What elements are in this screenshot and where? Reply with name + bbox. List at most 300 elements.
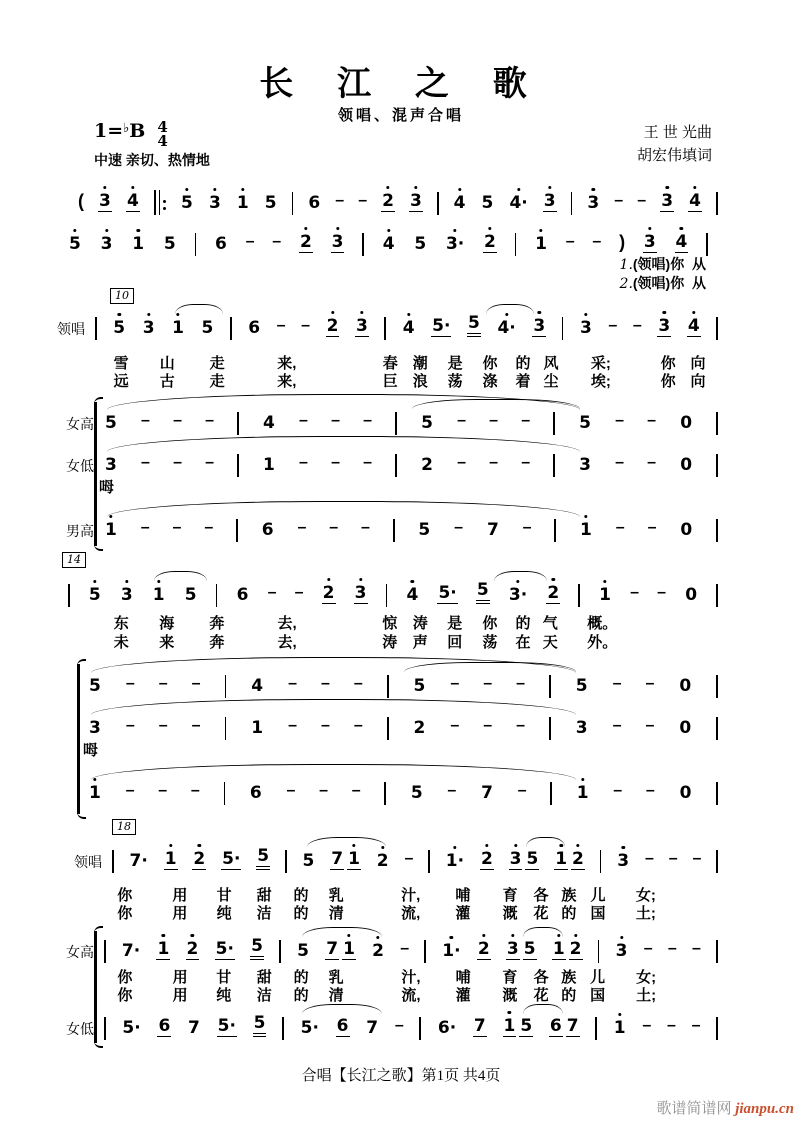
note [410,785,424,805]
note [100,236,114,256]
note [409,193,423,215]
note [413,720,427,740]
dash-note: – [691,1017,701,1034]
note-digit: 5 [575,676,588,696]
watermark-domain-link[interactable]: jianpu.cn [735,1101,794,1117]
part-label-lead-m10: 领唱 [57,321,85,337]
note-digit: 5 [163,234,176,254]
note [88,785,102,805]
note [476,582,490,607]
barline [515,233,517,256]
part-label-soprano-1: 女高 [66,416,94,432]
dash-note: – [637,192,647,209]
note [104,457,118,477]
dash-note: – [457,454,466,471]
note-digit: 2 [326,316,339,336]
barline [225,717,227,740]
barline [716,412,718,435]
lyric-char: 回 [447,634,463,651]
note [371,943,385,963]
music-system-soprano-1 [104,405,718,435]
lyric-char: 土; [635,905,656,922]
note-digit: 1 [152,585,165,605]
barline [279,940,281,963]
music-system-lead-m10 [95,310,718,340]
dash-note: – [125,717,135,734]
note-digit: 7 [326,939,339,959]
dash-note: – [191,675,201,692]
dash-note: – [267,584,277,601]
note [331,234,345,256]
lyric-char: 甘 [216,887,232,904]
note-digit: 0 [680,413,693,433]
note [473,1018,487,1040]
dash-note: – [613,782,623,799]
lyric-char: 来, [277,373,297,390]
octave-dot [592,188,595,191]
note [296,943,310,963]
note [307,195,321,215]
lyric-char: 去, [277,615,297,632]
lyric-char: 甘 [216,969,232,986]
lyric-char: 尘 [543,373,559,390]
lyric-char: 灌 [455,905,471,922]
octave-dot [73,229,76,232]
barline [716,192,718,215]
lyric-row-lead-m14-2 [68,631,718,649]
note-digit: 3 [120,585,133,605]
octave-dot [622,846,625,849]
note [261,522,275,542]
repeat-thin-bar [159,190,160,215]
barline [437,192,439,215]
barline [424,940,426,963]
lyric-char: 你 [482,355,498,372]
note [121,943,141,963]
note-digit: 2 [480,849,493,869]
note [121,1020,141,1040]
note-digit: 1 [263,455,275,475]
dash-note: – [173,412,182,429]
note [477,941,491,963]
octave-dot [191,934,194,937]
note-digit: 4· [497,318,516,338]
lyric-char: 育 [502,887,518,904]
dash-note: – [643,940,653,957]
lyric-char: 东 [113,615,129,632]
note [437,1020,457,1040]
credits [637,122,712,167]
dash-note: – [245,233,255,250]
dash-note: – [358,192,368,209]
note [679,785,693,805]
note [112,320,126,340]
barline [387,675,389,698]
note-digit: 5 [69,234,81,254]
lyric-char: 乳 [328,969,344,986]
note-digit: 7 [188,1018,200,1038]
repeat-thick-bar [154,190,157,215]
octave-dot [241,188,244,191]
dash-note: – [141,454,150,471]
lyric-char: 洁 [256,987,272,1004]
note-digit: 6 [158,1016,171,1036]
dash-note: – [331,412,340,429]
dash-note: – [158,782,168,799]
lyricist-credit: 胡宏伟填词 [636,146,712,164]
octave-dot [618,1013,621,1016]
note-digit: 3 [208,193,221,213]
note [381,193,395,215]
note-digit: 5 [410,783,423,803]
tie-slur [307,837,386,847]
note [678,720,692,740]
octave-dot [136,229,139,232]
note [262,415,276,435]
note-digit: 1 [172,318,184,338]
barline [384,317,386,340]
note [215,941,235,963]
lyric-char: 涤 [482,373,498,390]
note-digit: 5· [300,1018,319,1038]
measure-number: 18 [112,819,136,835]
dash-note: – [140,519,150,536]
tie-slur [494,571,547,581]
dash-note: – [294,584,304,601]
lyric-char: 的 [293,887,309,904]
dash-note: – [353,717,363,734]
lyric-char: 来 [159,634,175,651]
barline [716,717,718,740]
note-digit: 2 [299,232,312,252]
barline [282,1017,284,1040]
note-digit: 3 [587,193,600,213]
beamed-note-group [330,851,361,873]
lyric-char: 潮 [412,355,428,372]
music-system-intro-line-2 [68,226,708,256]
note-digit: 4 [453,193,466,213]
note-digit: 0 [685,585,698,605]
lyric-char: 你 [117,905,133,922]
octave-dot [411,580,414,583]
part-label-soprano-m18: 女高 [66,944,94,960]
lyric-char: 向 [690,373,706,390]
lyric-char: 采; [590,355,611,372]
tie-slur [404,662,576,672]
lyric-char: 溉 [502,905,518,922]
dash-note: – [363,412,373,429]
barline [706,233,708,256]
barline [68,584,70,607]
lyric-char: 用 [172,905,188,922]
barline [716,1017,718,1040]
note [660,193,674,215]
dash-note: – [517,782,527,799]
key-signature [94,120,168,149]
note [431,318,451,340]
note-digit: 1 [599,585,611,605]
note-digit: 5 [414,234,427,254]
note-digit: 5 [481,193,494,213]
lyric-row-lead-m18-1 [112,884,718,902]
note [546,585,560,607]
note-digit: 2 [547,583,560,603]
tie-slur [523,927,563,937]
note [480,851,494,873]
dash-note: – [125,782,135,799]
note-digit: 0 [680,455,693,475]
note-digit: 2 [382,191,394,211]
note [347,851,361,873]
barline [237,454,239,477]
barline [562,317,564,340]
note [250,720,264,740]
note [250,678,264,698]
note-digit: 3 [142,318,155,338]
lyric-char: 各 [533,969,549,986]
octave-dot [574,934,577,937]
lyric-row-alto-1-1 [98,476,718,496]
dash-note: – [647,454,657,471]
note [481,195,495,215]
note [236,195,250,215]
barline [549,675,551,698]
lyric-row-soprano-m18-1 [104,966,718,984]
note [417,522,431,542]
dash-note: – [645,782,655,799]
dash-note: – [404,850,414,867]
note-digit: 2 [186,939,199,959]
note [684,587,698,607]
lyric-char: 天 [542,634,558,651]
lyric-char: 溉 [502,987,518,1004]
lyric-char: 花 [533,905,549,922]
note [217,1018,237,1040]
note-digit: 3 [506,939,519,959]
octave-dot [511,934,514,937]
note [483,234,497,256]
lyric-row-lead-m18-2 [112,902,718,920]
dash-note: – [335,192,345,209]
note-digit: 6 [261,520,274,540]
note-digit: 5 [253,1015,267,1037]
dash-note: – [276,317,286,334]
dash-note: – [450,675,460,692]
note-digit: 1 [348,849,360,869]
note-digit: 5 [250,938,264,960]
octave-dot [665,186,668,189]
note [679,522,693,542]
dash-note: – [666,1017,676,1034]
octave-dot [576,844,579,847]
lyric-char: 你 [482,615,498,632]
note-digit: 7 [331,849,344,869]
note [104,415,118,435]
note-digit: 3 [410,191,422,211]
note-digit: 1 [535,234,547,254]
note-digit: 0 [680,520,693,540]
dash-note: – [630,584,640,601]
note-digit: 6 [549,1016,562,1036]
note [184,587,198,607]
dash-note: – [516,717,526,734]
octave-dot [387,229,390,232]
octave-dot [620,936,623,939]
dash-note: – [645,675,655,692]
tie-slur [486,304,534,314]
tie-slur [302,927,382,937]
note [643,234,657,256]
dash-note: – [647,412,657,429]
dash-note: – [615,412,624,429]
note-digit: 4 [687,316,700,336]
dash-note: – [668,850,678,867]
dash-note: – [288,675,297,692]
barline [550,782,552,805]
barline [230,317,232,340]
dash-note: – [363,454,373,471]
octave-dot [514,844,517,847]
note-digit: 3 [354,583,367,603]
dash-note: – [489,412,499,429]
note [413,236,427,256]
note-digit: 3 [331,232,344,252]
note [453,195,467,215]
barline [598,940,600,963]
lyric-char: 气 [542,615,558,632]
note-digit: 7 [473,1016,486,1036]
octave-dot [538,311,541,314]
lyric-char: 儿 [590,969,606,986]
lyric-char: 女; [635,887,656,904]
note [579,522,593,542]
note [525,851,539,873]
note [549,1018,563,1040]
note [509,851,523,873]
barline [553,454,555,477]
barline [716,584,718,607]
note [382,236,396,256]
lyric-char: 国 [590,987,606,1004]
note [120,587,134,607]
tie-slur [154,571,207,581]
note [142,320,156,340]
note [164,851,178,873]
note-digit: 1 [157,939,170,959]
note [236,587,250,607]
barline [195,233,197,256]
note-digit: 5 [264,193,277,213]
note [156,941,170,963]
dash-note: – [565,233,575,250]
note [249,785,263,805]
meter-denominator: 4 [157,131,168,150]
music-system-soprano-m18 [104,933,718,963]
lyric-char: 远 [113,373,129,390]
note-digit: 3 [615,941,628,961]
note [68,236,82,256]
key-text: 1=♭B [94,120,146,142]
note [336,1018,350,1040]
note-digit: 7· [129,851,148,871]
note-digit: 1 [503,1016,516,1036]
note [365,1020,379,1040]
part-label-tenor-1: 男高 [66,523,94,539]
lyric-char: 乳 [328,887,344,904]
lyric-char: 声 [412,634,428,651]
barline [395,412,397,435]
octave-dot [453,229,456,232]
note-digit: 2 [413,718,426,738]
dash-note: – [141,412,150,429]
octave-dot [386,186,389,189]
verse-pickup-1: 1.(领唱)你 从 [619,256,706,273]
note-digit: 5· [215,939,234,959]
lyric-char: 的 [561,987,577,1004]
note [486,522,500,542]
note-digit: 5· [122,1018,141,1038]
note [523,941,537,963]
note-digit: 5 [476,582,490,604]
note [214,236,228,256]
measure-number: 14 [62,552,86,568]
music-system-alto-1 [104,447,718,477]
note-digit: 3 [575,718,588,738]
watermark [656,1097,794,1118]
verse-number: 2. [619,276,633,292]
octave-dot [450,936,453,939]
note [615,943,629,963]
note [402,320,416,340]
barline [716,850,718,873]
lyric-char: 花 [533,987,549,1004]
lyric-row-lead-m14-1 [68,612,718,630]
lyric-char: 哺 [455,969,471,986]
octave-dot [584,313,587,316]
octave-dot [488,227,491,230]
octave-dot [414,186,417,189]
note [300,1020,320,1040]
note [256,848,270,873]
note [405,587,419,607]
note-digit: 4 [263,413,275,433]
lyric-char: 用 [172,969,188,986]
note [575,678,589,698]
barline [387,717,389,740]
note [532,318,546,340]
note-digit: 1· [442,941,461,961]
barline [428,850,430,873]
note-digit: 3· [445,234,465,254]
octave-dot [458,188,461,191]
repeat-dots [163,200,166,210]
note [467,315,481,340]
lyric-char: 你 [117,969,133,986]
dash-note: – [483,717,493,734]
dash-note: – [615,519,625,536]
note-digit: 1 [132,234,145,254]
note-digit: 5 [523,939,536,959]
note [326,318,340,340]
octave-dot [336,227,339,230]
note [126,193,140,215]
note [88,678,102,698]
music-system-soprano-2 [88,668,718,698]
lyric-char: 各 [533,887,549,904]
barline [553,412,555,435]
note-digit: 5 [297,941,309,961]
note [342,941,356,963]
